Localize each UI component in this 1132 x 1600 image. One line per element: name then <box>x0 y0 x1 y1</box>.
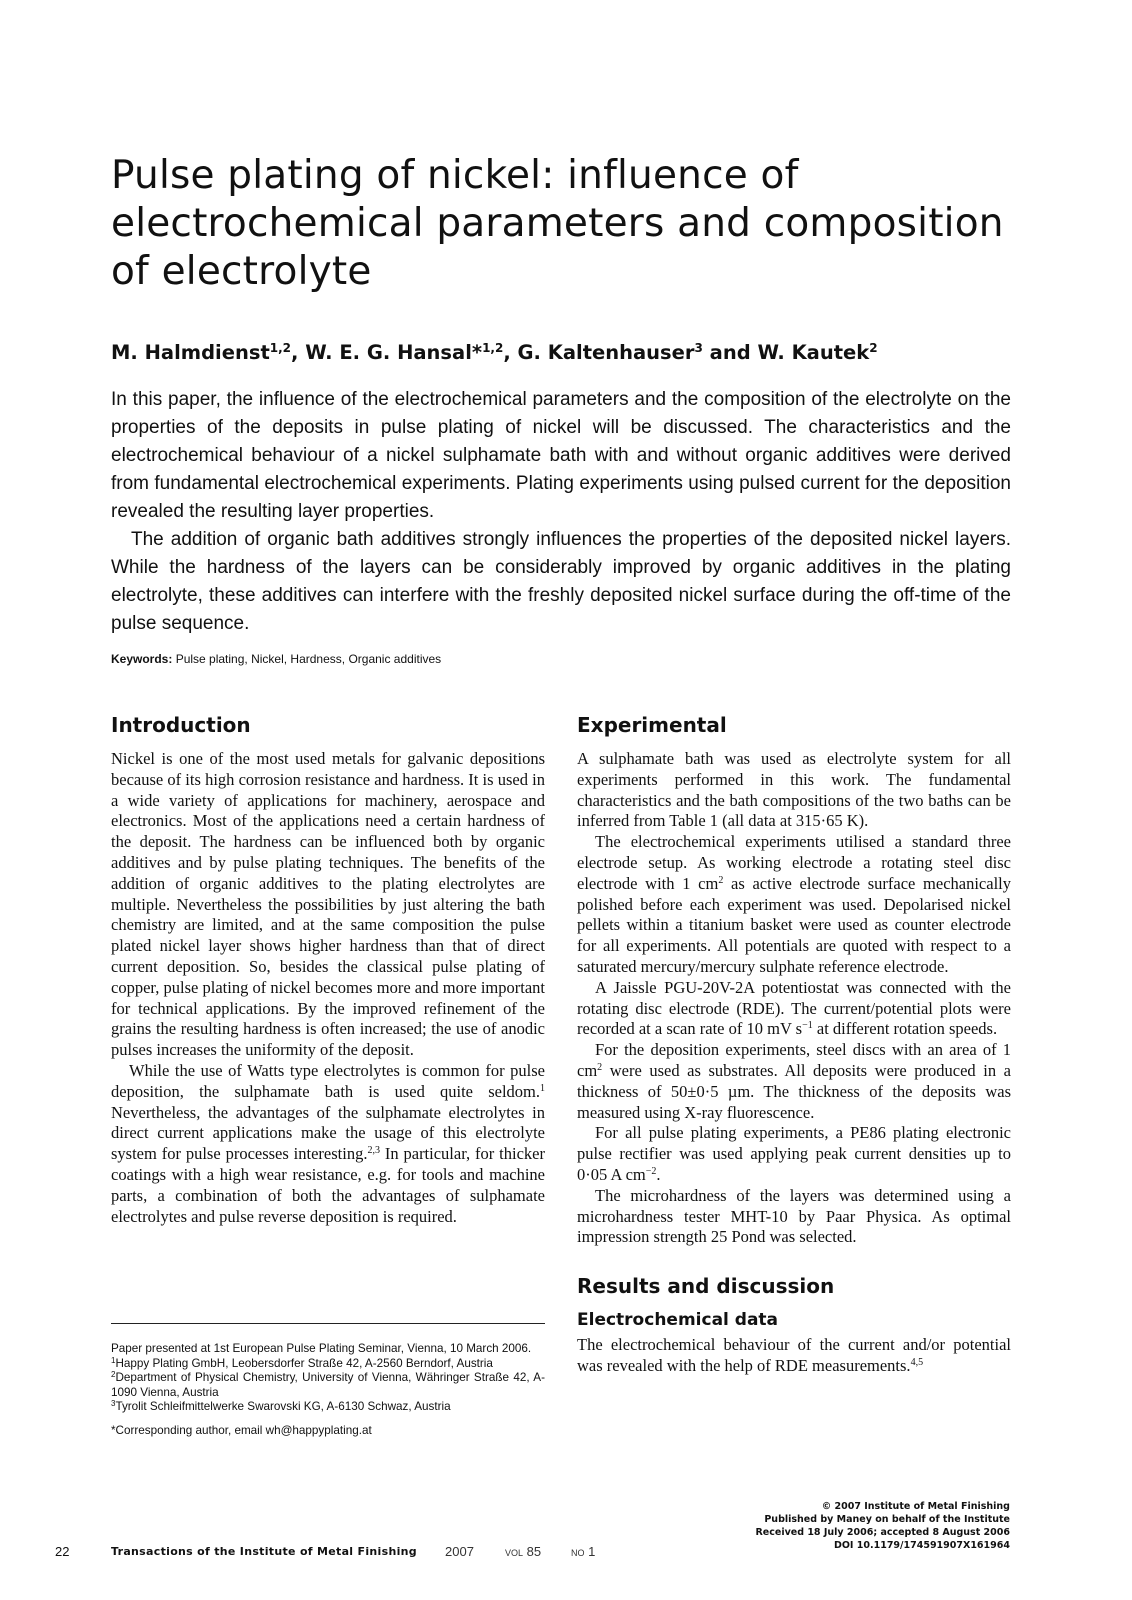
experimental-text: The electrochemical experiments utilised a standard three electrode setup. As working electrode a rotating steel disc electrode with 1 cm <box>577 832 1011 893</box>
citation-ref: 2,3 <box>367 1145 380 1157</box>
experimental-paragraph: A sulphamate bath was used as electrolyte system for all experiments performed in this work. The fundamental characteristics and the bath compositions of the two baths can be inferred from Table 1 (all data at 315·65 K). <box>577 749 1011 831</box>
results-text: The electrochemical behaviour of the current and/or potential was revealed with the help of RDE measurements. <box>577 1335 1011 1375</box>
experimental-text: For the deposition experiments, steel discs with an area of 1 cm <box>577 1040 1011 1080</box>
journal-name: Transactions of the Institute of Metal Finishing <box>111 1545 417 1558</box>
footnote-affiliation <box>111 1357 545 1372</box>
copyright-line: © 2007 Institute of Metal Finishing <box>821 1501 1010 1512</box>
experimental-paragraph <box>577 978 1011 1040</box>
author-separator: , <box>291 341 306 364</box>
keywords-text: Pulse plating, Nickel, Hardness, Organic additives <box>172 652 442 666</box>
intro-text: While the use of Watts type electrolytes is common for pulse deposition, the sulphamate bath is used quite seldom. <box>111 1060 545 1101</box>
citation-ref: 4,5 <box>910 1356 924 1368</box>
footnote-affiliation <box>111 1371 545 1400</box>
section-heading-introduction: Introduction <box>111 713 251 737</box>
doi-line: DOI 10.1179/174591907X161964 <box>833 1540 1010 1551</box>
issue-year: 2007 <box>445 1544 474 1559</box>
issue-label: NO <box>571 1548 585 1558</box>
footnote-affiliation <box>111 1400 545 1415</box>
abstract <box>111 386 1011 638</box>
affiliation-number: 3 <box>111 1399 116 1408</box>
keywords-label: Keywords: <box>111 652 173 666</box>
experimental-paragraph <box>577 832 1011 978</box>
abstract-paragraph: The addition of organic bath additives strongly influences the properties of the deposited nickel layers. While the hardness of the layers can be considerably improved by organic additives in the plating electrolyte, these additives can interfere with the freshly deposited nickel surface during the off-time of the pulse sequence. <box>111 529 1011 634</box>
author-affiliation-ref: 2 <box>869 341 878 355</box>
author-affiliation-ref: 1,2 <box>269 341 292 355</box>
experimental-text: A Jaissle PGU-20V-2A potentiostat was connected with the rotating disc electrode (RDE). The current/potential plots were recorded at a scan rate of 10 mV s <box>577 977 1011 1039</box>
author-separator: , <box>503 341 518 364</box>
left-column <box>111 713 545 1227</box>
received-line: Received 18 July 2006; accepted 8 August 2006 <box>755 1527 1010 1538</box>
author-list <box>111 334 1011 367</box>
abstract-paragraph: In this paper, the influence of the electrochemical parameters and the composition of the electrolyte on the properties of the deposits in pulse plating of nickel will be discussed. The characteristics and the electrochemical behaviour of a nickel sulphamate bath with and without organic additives were derived from fundamental electrochemical experiments. Plating experiments using pulsed current for the deposition revealed the resulting layer properties. <box>111 389 1011 522</box>
results-paragraph <box>577 1335 1011 1377</box>
affiliation-text: Tyrolit Schleifmittelwerke Swarovski KG, A-6130 Schwaz, Austria <box>115 1400 451 1413</box>
section-heading-experimental: Experimental <box>577 713 727 737</box>
experimental-text: . <box>656 1164 661 1184</box>
author-name: W. Kautek <box>757 341 870 364</box>
author-affiliation-ref: 3 <box>694 341 703 355</box>
affiliation-text: Department of Physical Chemistry, University of Vienna, Währinger Straße 42, A-1090 Vienna, Austria <box>111 1371 545 1399</box>
publisher-line: Published by Maney on behalf of the Institute <box>764 1514 1010 1525</box>
experimental-text: at different rotation speeds. <box>812 1019 998 1039</box>
paper-title: Pulse plating of nickel: influence of electrochemical parameters and composition of electrolyte <box>111 153 1004 294</box>
keywords <box>111 651 1011 667</box>
citation-ref: 1 <box>540 1082 545 1094</box>
experimental-text: as active electrode surface mechanically polished before each experiment was used. Depolarised nickel pellets within a titanium basket were used as counter electrode for all experiments. All potentials are quoted with respect to a saturated mercury/mercury sulphate reference electrode. <box>577 873 1011 976</box>
affiliation-text: Happy Plating GmbH, Leobersdorfer Straße 42, A-2560 Berndorf, Austria <box>115 1356 493 1370</box>
author-affiliation-ref: 1,2 <box>482 341 504 355</box>
experimental-paragraph <box>577 1040 1011 1123</box>
intro-text: In particular, for thicker coatings with a high wear resistance, e.g. for tools and machine parts, a combination of both the advantages of sulphamate electrolytes and pulse reverse deposition is required. <box>111 1144 545 1226</box>
superscript: −2 <box>645 1165 657 1177</box>
footnote-presented: Paper presented at 1st European Pulse Plating Seminar, Vienna, 10 March 2006. <box>111 1342 532 1355</box>
publication-info <box>755 1500 1010 1552</box>
page-number: 22 <box>55 1544 70 1559</box>
intro-paragraph: Nickel is one of the most used metals for galvanic depositions because of its high corrosion resistance and hardness. It is used in a wide variety of applications for machinery, aerospace and electronics. Most of the applications need a certain hardness of the deposit. The hardness can be influenced both by organic additives and by pulse plating techniques. The benefits of the addition of organic additives to the plating electrolytes are multiple. Nevertheless the possibilities by just altering the bath chemistry are limited, and at the same composition the pulse plated nickel layer shows higher hardness than that of direct current deposition. So, besides the classical pulse plating of copper, pulse plating of nickel becomes more and more important for technical applications. By the improved refinement of the grains the resulting hardness is often increased; the use of anodic pulses increases the uniformity of the deposit. <box>111 749 545 1060</box>
author-conjunction: and <box>702 341 758 364</box>
superscript: 2 <box>597 1061 603 1073</box>
issue-number <box>571 1544 595 1559</box>
experimental-paragraph <box>577 1123 1011 1185</box>
volume-label: VOL <box>505 1548 524 1558</box>
volume <box>505 1544 541 1559</box>
issue-number-value: 1 <box>588 1544 596 1559</box>
affiliation-number: 1 <box>111 1355 116 1365</box>
footnote-divider <box>111 1323 545 1324</box>
superscript: 2 <box>718 874 724 886</box>
author-name: M. Halmdienst <box>111 341 270 364</box>
experimental-text: were used as substrates. All deposits were produced in a thickness of 50±0·5 µm. The thickness of the deposits was measured using X-ray fluorescence. <box>577 1060 1011 1122</box>
subsection-heading-electrochemical-data: Electrochemical data <box>577 1310 779 1331</box>
superscript: −1 <box>802 1020 813 1032</box>
affiliation-number: 2 <box>111 1370 116 1379</box>
corresponding-author: *Corresponding author, email wh@happyplating.at <box>111 1423 372 1437</box>
experimental-text: For all pulse plating experiments, a PE86 plating electronic pulse rectifier was used applying peak current densities up to 0·05 A cm <box>577 1123 1011 1184</box>
volume-number: 85 <box>526 1544 542 1559</box>
author-name: W. E. G. Hansal* <box>305 341 483 364</box>
section-heading-results: Results and discussion <box>577 1274 835 1299</box>
author-name: G. Kaltenhauser <box>517 341 695 364</box>
intro-paragraph <box>111 1061 545 1227</box>
intro-text: Nevertheless, the advantages of the sulphamate electrolytes in direct current applications make the usage of this electrolyte system for pulse processes interesting. <box>111 1102 545 1164</box>
footnotes <box>111 1342 545 1438</box>
right-column <box>577 713 1011 1377</box>
experimental-paragraph: The microhardness of the layers was determined using a microhardness tester MHT-10 by Paar Physica. As optimal impression strength 25 Pond was selected. <box>577 1185 1011 1247</box>
